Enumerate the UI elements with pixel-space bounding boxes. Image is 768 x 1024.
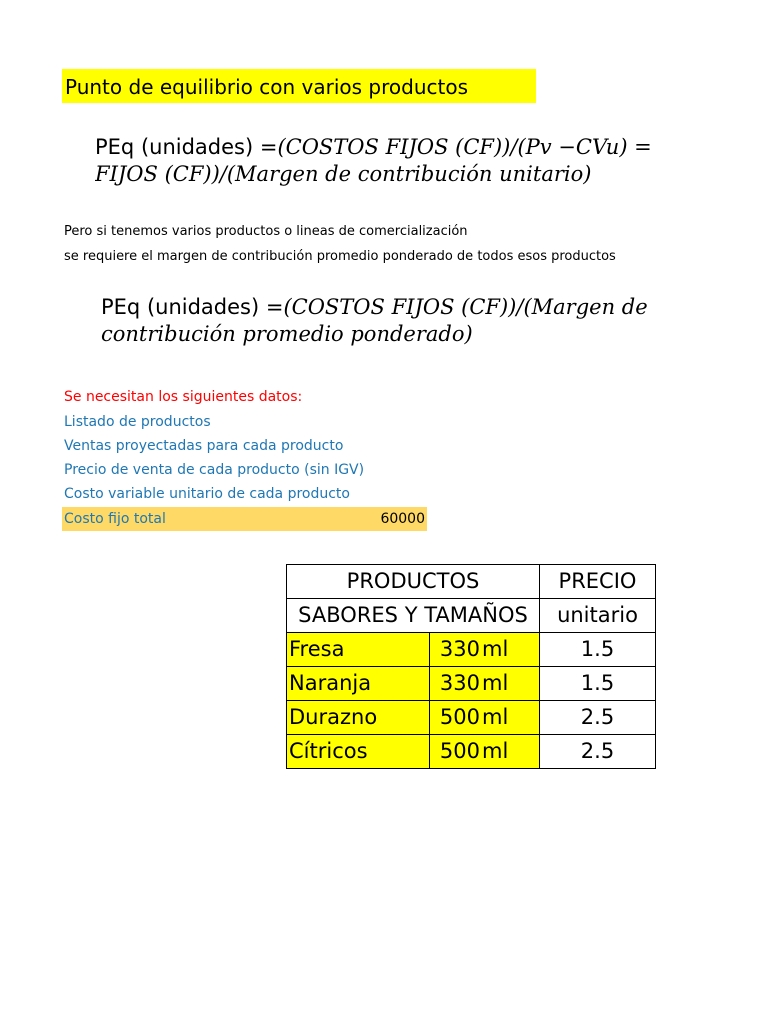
product-name-cell[interactable]: Fresa: [287, 633, 430, 667]
fixed-cost-label: Costo fijo total: [64, 511, 166, 527]
formula-2-prefix: PEq (unidades) =: [101, 295, 284, 319]
formula-2-math-1: (COSTOS FIJOS (CF))/(Margen de: [283, 295, 648, 319]
fixed-cost-row: [62, 507, 427, 531]
product-size-cell[interactable]: 500: [430, 701, 482, 735]
product-size-cell[interactable]: 330: [430, 633, 482, 667]
header-price[interactable]: PRECIO: [540, 565, 656, 599]
formula-1-prefix: PEq (unidades) =: [95, 135, 278, 159]
table-row: [287, 667, 656, 701]
requirement-item: Listado de productos: [64, 414, 211, 430]
product-name-cell[interactable]: Durazno: [287, 701, 430, 735]
table-header-row: [287, 599, 656, 633]
product-name-cell[interactable]: Naranja: [287, 667, 430, 701]
product-name-cell[interactable]: Cítricos: [287, 735, 430, 769]
table-row: [287, 701, 656, 735]
product-price-cell[interactable]: 1.5: [540, 667, 656, 701]
table-header-row: [287, 565, 656, 599]
paragraph-line-1: Pero si tenemos varios productos o lineas de comercialización: [64, 224, 468, 239]
formula-1-line-1: [95, 134, 658, 161]
requirements-heading: Se necesitan los siguientes datos:: [64, 389, 303, 405]
formula-1-math-1: (COSTOS FIJOS (CF))/(Pv −CVu) =: [277, 135, 652, 159]
header-unit-price[interactable]: unitario: [540, 599, 656, 633]
requirement-item: Ventas proyectadas para cada producto: [64, 438, 344, 454]
formula-1-math-2: FIJOS (CF))/(Margen de contribución unitario): [95, 162, 592, 186]
product-unit-cell[interactable]: ml: [481, 735, 540, 769]
header-flavors-sizes[interactable]: SABORES Y TAMAÑOS: [287, 599, 540, 633]
products-table: [286, 564, 656, 769]
product-unit-cell[interactable]: ml: [481, 701, 540, 735]
formula-1-line-2: [95, 161, 658, 188]
page-title: Punto de equilibrio con varios productos: [65, 75, 468, 99]
requirement-item: Costo variable unitario de cada producto: [64, 486, 350, 502]
product-size-cell[interactable]: 330: [430, 667, 482, 701]
product-price-cell[interactable]: 2.5: [540, 701, 656, 735]
requirement-item: Precio de venta de cada producto (sin IGV): [64, 462, 365, 478]
table-row: [287, 735, 656, 769]
paragraph-line-2: se requiere el margen de contribución promedio ponderado de todos esos productos: [64, 249, 616, 264]
table-row: [287, 633, 656, 667]
formula-2-line-2: [101, 321, 652, 348]
product-price-cell[interactable]: 1.5: [540, 633, 656, 667]
formula-2-line-1: [101, 294, 652, 321]
product-price-cell[interactable]: 2.5: [540, 735, 656, 769]
header-products[interactable]: PRODUCTOS: [287, 565, 540, 599]
formula-2-math-2: contribución promedio ponderado): [101, 322, 473, 346]
product-unit-cell[interactable]: ml: [481, 667, 540, 701]
fixed-cost-value[interactable]: 60000: [380, 511, 425, 527]
product-size-cell[interactable]: 500: [430, 735, 482, 769]
product-unit-cell[interactable]: ml: [481, 633, 540, 667]
